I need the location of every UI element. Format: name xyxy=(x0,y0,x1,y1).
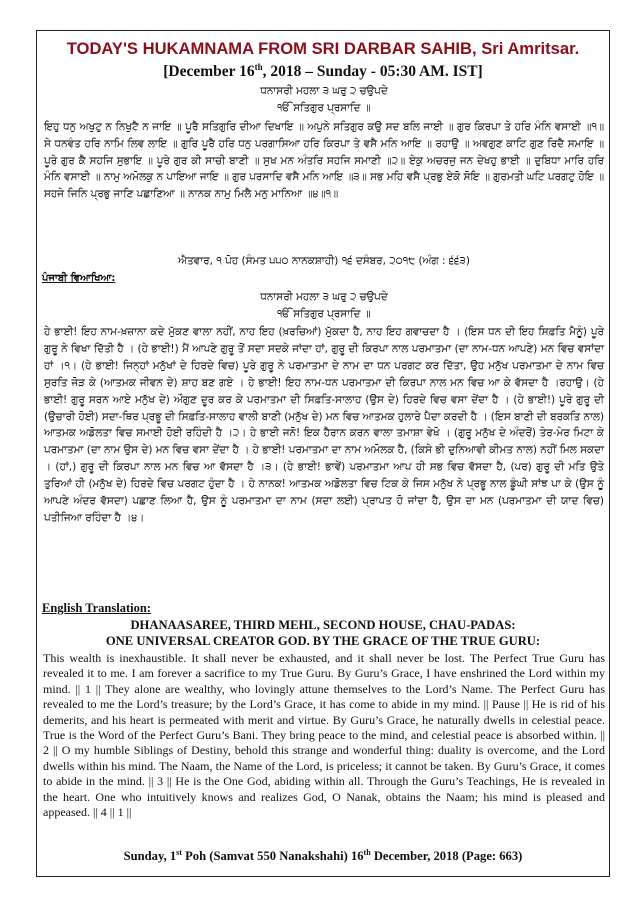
punjabi-mool-mantar: ੴ ਸਤਿਗੁਰ ਪ੍ਰਸਾਦਿ ॥ xyxy=(277,308,371,320)
gurbani-heading: ਧਨਾਸਰੀ ਮਹਲਾ ੩ ਘਰੁ ੨ ਚਉਪਦੇ xyxy=(260,85,388,97)
page-title: TODAY'S HUKAMNAMA FROM SRI DARBAR SAHIB, Sri Amritsar. xyxy=(66,39,580,58)
punjabi-section-label: ਪੰਜਾਬੀ ਵਿਆਖਿਆ: xyxy=(42,273,116,284)
english-section-label: English Translation: xyxy=(42,601,151,615)
date-prefix: [December 16 xyxy=(163,63,255,81)
punjabi-heading: ਧਨਾਸਰੀ ਮਹਲਾ ੩ ਘਰੁ ੨ ਚਉਪਦੇ xyxy=(260,291,388,303)
footer-date-line xyxy=(37,848,609,864)
gurbani-date-line: ਐਤਵਾਰ, ੧ ਪੋਹ (ਸੰਮਤ ੫੫੦ ਨਾਨਕਸ਼ਾਹੀ) ੧੬ ਦਸੰਬਰ, ੨੦੧੮ (ਅੰਗ : ੬੬੩) xyxy=(178,255,470,267)
date-sup: th xyxy=(254,62,263,72)
footer-suffix: December, 2018 (Page: 663) xyxy=(370,849,523,864)
date-line xyxy=(37,62,609,81)
footer-sup-2: th xyxy=(363,848,371,857)
date-suffix: , 2018 – Sunday - 05:30 AM. IST] xyxy=(262,63,483,81)
footer-middle: Poh (Samvat 550 Nanakshahi) 16 xyxy=(181,849,364,864)
footer-prefix: Sunday, 1 xyxy=(123,849,177,864)
punjabi-explanation: ਹੇ ਭਾਈ! ਇਹ ਨਾਮ-ਖ਼ਜ਼ਾਨਾ ਕਦੇ ਮੁੱਕਣ ਵਾਲਾ ਨਹੀਂ, ਨਾਹ ਇਹ (ਖ਼ਰਚਿਆਂ) ਮੁੱਕਦਾ ਹੈ, ਨਾਹ ਇਹ ਗਵਾਚਦਾ ਹੈ । (ਇਸ ਧਨ ਦੀ ਇਹ ਸਿਫ਼ਤਿ ਮੈਨੂੰ) ਪੂਰੇ ਗੁਰੂ ਨੇ ਵਿਖਾ ਦਿੱਤੀ ਹੈ । (ਹੇ ਭਾਈ!) ਮੈਂ ਆਪਣੇ ਗੁਰੂ ਤੋਂ ਸਦਾ ਸਦਕੇ ਜਾਂਦਾ ਹਾਂ, ਗੁਰੂ ਦੀ ਕਿਰਪਾ ਨਾਲ ਪਰਮਾਤਮਾ (ਦਾ ਨਾਮ-ਧਨ ਆਪਣੇ) ਮਨ ਵਿਚ ਵਸਾਂਦਾ ਹਾਂ ।੧। (ਹੇ ਭਾਈ! ਜਿਨ੍ਹਾਂ ਮਨੁੱਖਾਂ ਦੇ ਹਿਰਦੇ ਵਿਚ) ਪੂਰੇ ਗੁਰੂ ਨੇ ਪਰਮਾਤਮਾ ਦੇ ਨਾਮ ਦਾ ਧਨ ਪਰਗਟ ਕਰ ਦਿੱਤਾ, ਉਹ ਮਨੁੱਖ ਪਰਮਾਤਮਾ ਦੇ ਨਾਮ ਵਿਚ ਸੁਰਤਿ ਜੋੜ ਕੇ (ਆਤਮਕ ਜੀਵਨ ਦੇ) ਸ਼ਾਹ ਬਣ ਗਏ । ਹੇ ਭਾਈ! ਇਹ ਨਾਮ-ਧਨ ਪਰਮਾਤਮਾ ਦੀ ਕਿਰਪਾ ਨਾਲ ਮਨ ਵਿਚ ਆ ਕੇ ਵੱਸਦਾ ਹੈ ।ਰਹਾਉ। (ਹੇ ਭਾਈ! ਗੁਰੂ ਸਰਨ ਆਏ ਮਨੁੱਖ ਦੇ) ਔਗੁਣ ਦੂਰ ਕਰ ਕੇ ਪਰਮਾਤਮਾ ਦੀ ਸਿਫ਼ਤਿ-ਸਾਲਾਹ (ਉਸ ਦੇ) ਹਿਰਦੇ ਵਿਚ ਵਸਾ ਦੇਂਦਾ ਹੈ । (ਹੇ ਭਾਈ!) ਪੂਰੇ ਗੁਰੂ ਦੀ (ਉਚਾਰੀ ਹੋਈ) ਸਦਾ-ਥਿਰ ਪ੍ਰਭੂ ਦੀ ਸਿਫ਼ਤਿ-ਸਾਲਾਹ ਵਾਲੀ ਬਾਣੀ (ਮਨੁੱਖ ਦੇ) ਮਨ ਵਿਚ ਆਤਮਕ ਹੁਲਾਰੇ ਪੈਦਾ ਕਰਦੀ ਹੈ । (ਇਸ ਬਾਣੀ ਦੀ ਬਰਕਤਿ ਨਾਲ) ਆਤਮਕ ਅਡੋਲਤਾ ਵਿਚ ਸਮਾਈ ਹੋਈ ਰਹਿੰਦੀ ਹੈ ।੨। ਹੇ ਭਾਈ ਜਨੋ! ਇਕ ਹੈਰਾਨ ਕਰਨ ਵਾਲਾ ਤਮਾਸ਼ਾ ਵੇਖੋ । (ਗੁਰੂ ਮਨੁੱਖ ਦੇ ਅੰਦਰੋਂ) ਤੇਰ-ਮੇਰ ਮਿਟਾ ਕੇ ਪਰਮਾਤਮਾ (ਦਾ ਨਾਮ ਉਸ ਦੇ) ਮਨ ਵਿਚ ਵਸਾ ਦੇਂਦਾ ਹੈ । ਹੇ ਭਾਈ! ਪਰਮਾਤਮਾ ਦਾ ਨਾਮ ਅਮੋਲਕ ਹੈ, (ਕਿਸੇ ਭੀ ਦੁਨਿਆਵੀ ਕੀਮਤ ਨਾਲ) ਨਹੀਂ ਮਿਲ ਸਕਦਾ । (ਹਾਂ,) ਗੁਰੂ ਦੀ ਕਿਰਪਾ ਨਾਲ ਮਨ ਵਿਚ ਆ ਵੱਸਦਾ ਹੈ ।੩। (ਹੇ ਭਾਈ! ਭਾਵੇਂ) ਪਰਮਾਤਮਾ ਆਪ ਹੀ ਸਭ ਵਿਚ ਵੱਸਦਾ ਹੈ, (ਪਰ) ਗੁਰੂ ਦੀ ਮਤਿ ਉਤੇ ਤੁਰਿਆਂ ਹੀ (ਮਨੁੱਖ ਦੇ) ਹਿਰਦੇ ਵਿਚ ਪਰਗਟ ਹੁੰਦਾ ਹੈ । ਹੇ ਨਾਨਕ! ਆਤਮਕ ਅਡੋਲਤਾ ਵਿਚ ਟਿਕ ਕੇ ਜਿਸ ਮਨੁੱਖ ਨੇ ਪ੍ਰਭੂ ਨਾਲ ਡੂੰਘੀ ਸਾਂਝ ਪਾ ਕੇ (ਉਸ ਨੂੰ ਆਪਣੇ ਅੰਦਰ ਵੱਸਦਾ) ਪਛਾਣ ਲਿਆ ਹੈ, ਉਸ ਨੂੰ ਪਰਮਾਤਮਾ ਦਾ ਨਾਮ (ਸਦਾ ਲਈ) ਪ੍ਰਾਪਤ ਹੋ ਜਾਂਦਾ ਹੈ, ਉਸ ਦਾ ਮਨ (ਪਰਮਾਤਮਾ ਦੀ ਯਾਦ ਵਿਚ) ਪਤੀਜਿਆ ਰਹਿੰਦਾ ਹੈ ।੪। xyxy=(44,326,604,524)
english-translation: This wealth is inexhaustible. It shall never be exhausted, and it shall never be lost. The Perfect True Guru has revealed it to me. I am forever a sacrifice to my True Guru. By Guru’s Grace, I have enshrined the Lord within my mind. || 1 || They alone are wealthy, who lovingly attune themselves to the Lord’s Name. The Perfect Guru has revealed to me the Lord’s treasure; by the Lord’s Grace, it has come to abide in my mind. || Pause || He is rid of his demerits, and his heart is permeated with merit and virtue. By Guru’s Grace, he naturally dwells in celestial peace. True is the Word of the Perfect Guru’s Bani. They bring peace to the mind, and celestial peace is absorbed within. || 2 || O my humble Siblings of Destiny, behold this strange and wonderful thing: duality is overcome, and the Lord dwells within his mind. The Naam, the Name of the Lord, is priceless; it cannot be taken. By Guru’s Grace, it comes to abide in the mind. || 3 || He is the One God, abiding within all. Through the Guru’s Teachings, He is revealed in the heart. One who intuitively knows and realizes God, O Nanak, obtains the Naam; his mind is pleased and appeased. || 4 || 1 || xyxy=(43,651,605,820)
footer-sup-1: st xyxy=(176,848,182,857)
hukamnama-page xyxy=(36,30,610,877)
english-heading-2: ONE UNIVERSAL CREATOR GOD. BY THE GRACE OF THE TRUE GURU: xyxy=(105,634,541,648)
gurbani-mool-mantar: ੴ ਸਤਿਗੁਰ ਪ੍ਰਸਾਦਿ ॥ xyxy=(277,102,371,114)
gurbani-text: ਇਹੁ ਧਨੁ ਅਖੁਟੁ ਨ ਨਿਖੁਟੈ ਨ ਜਾਇ ॥ ਪੂਰੈ ਸਤਿਗੁਰਿ ਦੀਆ ਦਿਖਾਇ ॥ ਅਪੁਨੇ ਸਤਿਗੁਰ ਕਉ ਸਦ ਬਲਿ ਜਾਈ ॥ ਗੁਰ ਕਿਰਪਾ ਤੇ ਹਰਿ ਮੰਨਿ ਵਸਾਈ ॥੧॥ ਸੇ ਧਨਵੰਤ ਹਰਿ ਨਾਮਿ ਲਿਵ ਲਾਇ ॥ ਗੁਰਿ ਪੂਰੈ ਹਰਿ ਧਨੁ ਪਰਗਾਸਿਆ ਹਰਿ ਕਿਰਪਾ ਤੇ ਵਸੈ ਮਨਿ ਆਇ ॥ ਰਹਾਉ ॥ ਅਵਗੁਣ ਕਾਟਿ ਗੁਣ ਰਿਦੈ ਸਮਾਇ ॥ ਪੂਰੇ ਗੁਰ ਕੈ ਸਹਜਿ ਸੁਭਾਇ ॥ ਪੂਰੇ ਗੁਰ ਕੀ ਸਾਚੀ ਬਾਣੀ ॥ ਸੁਖ ਮਨ ਅੰਤਰਿ ਸਹਜਿ ਸਮਾਣੀ ॥੨॥ ਏਕੁ ਅਚਰਜੁ ਜਨ ਦੇਖਹੁ ਭਾਈ ॥ ਦੁਬਿਧਾ ਮਾਰਿ ਹਰਿ ਮੰਨਿ ਵਸਾਈ ॥ ਨਾਮੁ ਅਮੋਲਕੁ ਨ ਪਾਇਆ ਜਾਇ ॥ ਗੁਰ ਪਰਸਾਦਿ ਵਸੈ ਮਨਿ ਆਇ ॥੩॥ ਸਭ ਮਹਿ ਵਸੈ ਪ੍ਰਭੁ ਏਕੋ ਸੋਇ ॥ ਗੁਰਮਤੀ ਘਟਿ ਪਰਗਟੁ ਹੋਇ ॥ ਸਹਜੇ ਜਿਨਿ ਪ੍ਰਭੁ ਜਾਣਿ ਪਛਾਣਿਆ ॥ ਨਾਨਕ ਨਾਮੁ ਮਿਲੈ ਮਨੁ ਮਾਨਿਆ ॥੪॥੧॥ xyxy=(44,121,604,201)
english-heading-1: DHANAASAREE, THIRD MEHL, SECOND HOUSE, CHAU-PADAS: xyxy=(130,618,516,632)
